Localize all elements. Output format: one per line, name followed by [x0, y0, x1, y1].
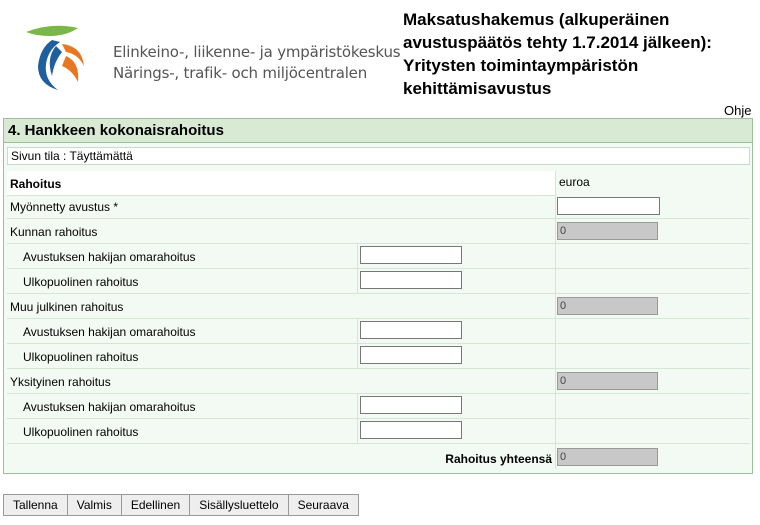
- table-of-contents-button[interactable]: Sisällysluettelo: [189, 494, 288, 516]
- page-status: Sivun tila : Täyttämättä: [7, 147, 750, 165]
- other-public-total-field: [557, 297, 658, 315]
- municipal-ext-row: [7, 269, 750, 294]
- municipal-total-field: [557, 222, 658, 240]
- next-button[interactable]: Seuraava: [288, 494, 359, 516]
- help-link[interactable]: Ohje: [724, 103, 752, 118]
- total-label: Rahoitus yhteensä: [445, 452, 552, 466]
- private-label: Yksityinen rahoitus: [10, 375, 111, 389]
- private-ext-row: [7, 419, 750, 444]
- private-own-input[interactable]: [360, 396, 462, 414]
- org-name-sv: Närings-, trafik- och miljöcentralen: [113, 64, 368, 82]
- ely-logo: [22, 22, 102, 94]
- previous-button[interactable]: Edellinen: [121, 494, 190, 516]
- private-ext-label: Ulkopuolinen rahoitus: [23, 425, 139, 439]
- column-label-unit: euroa: [559, 175, 590, 189]
- save-button[interactable]: Tallenna: [3, 494, 68, 516]
- municipal-row: [7, 219, 750, 244]
- other-public-ext-label: Ulkopuolinen rahoitus: [23, 350, 139, 364]
- municipal-own-label: Avustuksen hakijan omarahoitus: [23, 250, 196, 264]
- municipal-own-row: [7, 244, 750, 269]
- organization-name: [113, 42, 400, 84]
- unit-column: [555, 171, 750, 195]
- granted-row: [7, 194, 750, 219]
- other-public-own-label: Avustuksen hakijan omarahoitus: [23, 325, 196, 339]
- column-label-financing: Rahoitus: [10, 177, 62, 191]
- financing-panel: [3, 118, 753, 474]
- other-public-row: [7, 294, 750, 319]
- other-public-label: Muu julkinen rahoitus: [10, 300, 124, 314]
- private-row: [7, 369, 750, 394]
- other-public-own-row: [7, 319, 750, 344]
- done-button[interactable]: Valmis: [67, 494, 122, 516]
- section-title: 4. Hankkeen kokonaisrahoitus: [4, 119, 752, 143]
- municipal-own-input[interactable]: [360, 246, 462, 264]
- other-public-own-input[interactable]: [360, 321, 462, 339]
- private-own-row: [7, 394, 750, 419]
- private-ext-input[interactable]: [360, 421, 462, 439]
- header-row: [7, 171, 750, 196]
- granted-label: Myönnetty avustus *: [10, 200, 119, 214]
- other-public-ext-input[interactable]: [360, 346, 462, 364]
- private-total-field: [557, 372, 658, 390]
- org-name-fi: Elinkeino-, liikenne- ja ympäristökeskus: [113, 43, 401, 61]
- municipal-label: Kunnan rahoitus: [10, 225, 98, 239]
- municipal-ext-label: Ulkopuolinen rahoitus: [23, 275, 139, 289]
- button-bar: [3, 494, 358, 516]
- page-title: Maksatushakemus (alkuperäinen avustuspäätös tehty 1.7.2014 jälkeen): Yritysten toimintaympäristön kehittämisavustus: [403, 10, 712, 98]
- total-row: [7, 444, 750, 469]
- municipal-ext-input[interactable]: [360, 271, 462, 289]
- private-own-label: Avustuksen hakijan omarahoitus: [23, 400, 196, 414]
- granted-amount-input[interactable]: [557, 197, 660, 215]
- total-field: [557, 448, 658, 466]
- other-public-ext-row: [7, 344, 750, 369]
